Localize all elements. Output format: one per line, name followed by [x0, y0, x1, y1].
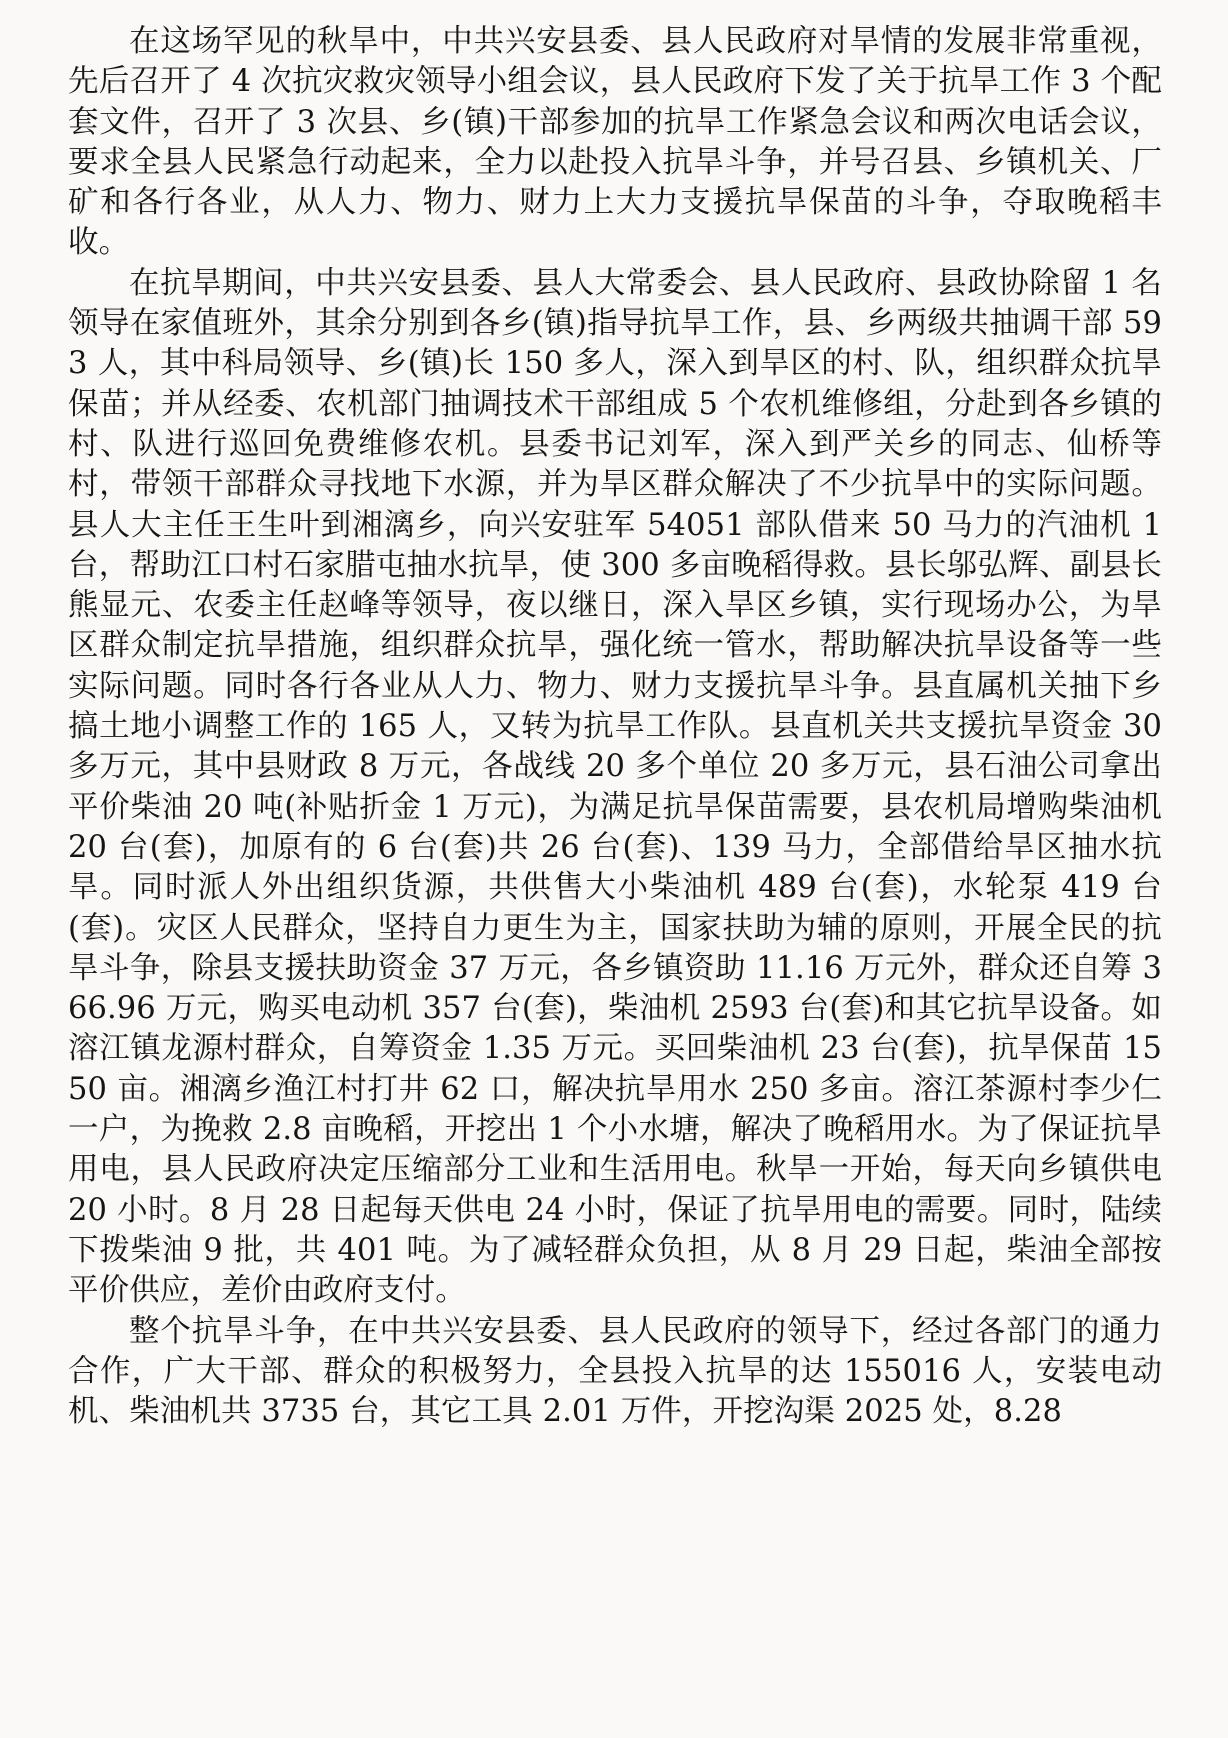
- paragraph-3: 整个抗旱斗争，在中共兴安县委、县人民政府的领导下，经过各部门的通力合作，广大干部、群众的积极努力，全县投入抗旱的达 155016 人，安装电动机、柴油机共 3735 台，其它工具 2.01 万件，开挖沟渠 2025 处，8.28: [68, 1313, 1162, 1430]
- paragraph-1: 在这场罕见的秋旱中，中共兴安县委、县人民政府对旱情的发展非常重视，先后召开了 4 次抗灾救灾领导小组会议，县人民政府下发了关于抗旱工作 3 个配套文件，召开了 3 次县、乡(镇)干部参加的抗旱工作紧急会议和两次电话会议，要求全县人民紧急行动起来，全力以赴投入抗旱斗争，并号召县、乡镇机关、厂矿和各行各业，从人力、物力、财力上大力支援抗旱保苗的斗争，夺取晚稻丰收。: [68, 24, 1162, 261]
- paragraph-2: 在抗旱期间，中共兴安县委、县人大常委会、县人民政府、县政协除留 1 名领导在家值班外，其余分别到各乡(镇)指导抗旱工作，县、乡两级共抽调干部 593 人，其中科局领导、乡(镇)长 150 多人，深入到旱区的村、队，组织群众抗旱保苗；并从经委、农机部门抽调技术干部组成 5 个农机维修组，分赴到各乡镇的村、队进行巡回免费维修农机。县委书记刘军，深入到严关乡的同志、仙桥等村，带领干部群众寻找地下水源，并为旱区群众解决了不少抗旱中的实际问题。县人大主任王生叶到湘漓乡，向兴安驻军 54051 部队借来 50 马力的汽油机 1 台，帮助江口村石家腊屯抽水抗旱，使 300 多亩晚稻得救。县长邬弘辉、副县长熊显元、农委主任赵峰等领导，夜以继日，深入旱区乡镇，实行现场办公，为旱区群众制定抗旱措施，组织群众抗旱，强化统一管水，帮助解决抗旱设备等一些实际问题。同时各行各业从人力、物力、财力支援抗旱斗争。县直属机关抽下乡搞土地小调整工作的 165 人，又转为抗旱工作队。县直机关共支援抗旱资金 30 多万元，其中县财政 8 万元，各战线 20 多个单位 20 多万元，县石油公司拿出平价柴油 20 吨(补贴折金 1 万元)，为满足抗旱保苗需要，县农机局增购柴油机 20 台(套)，加原有的 6 台(套)共 26 台(套)、139 马力，全部借给旱区抽水抗旱。同时派人外出组织货源，共供售大小柴油机 489 台(套)，水轮泵 419 台(套)。灾区人民群众，坚持自力更生为主，国家扶助为辅的原则，开展全民的抗旱斗争，除县支援扶助资金 37 万元，各乡镇资助 11.16 万元外，群众还自筹 366.96 万元，购买电动机 357 台(套)，柴油机 2593 台(套)和其它抗旱设备。如溶江镇龙源村群众，自筹资金 1.35 万元。买回柴油机 23 台(套)，抗旱保苗 1550 亩。湘漓乡渔江村打井 62 口，解决抗旱用水 250 多亩。溶江茶源村李少仁一户，为挽救 2.8 亩晚稻，开挖出 1 个小水塘，解决了晚稻用水。为了保证抗旱用电，县人民政府决定压缩部分工业和生活用电。秋旱一开始，每天向乡镇供电 20 小时。8 月 28 日起每天供电 24 小时，保证了抗旱用电的需要。同时，陆续下拨柴油 9 批，共 401 吨。为了减轻群众负担，从 8 月 29 日起，柴油全部按平价供应，差价由政府支付。: [68, 265, 1162, 1309]
- document-text-body: [68, 22, 1162, 1432]
